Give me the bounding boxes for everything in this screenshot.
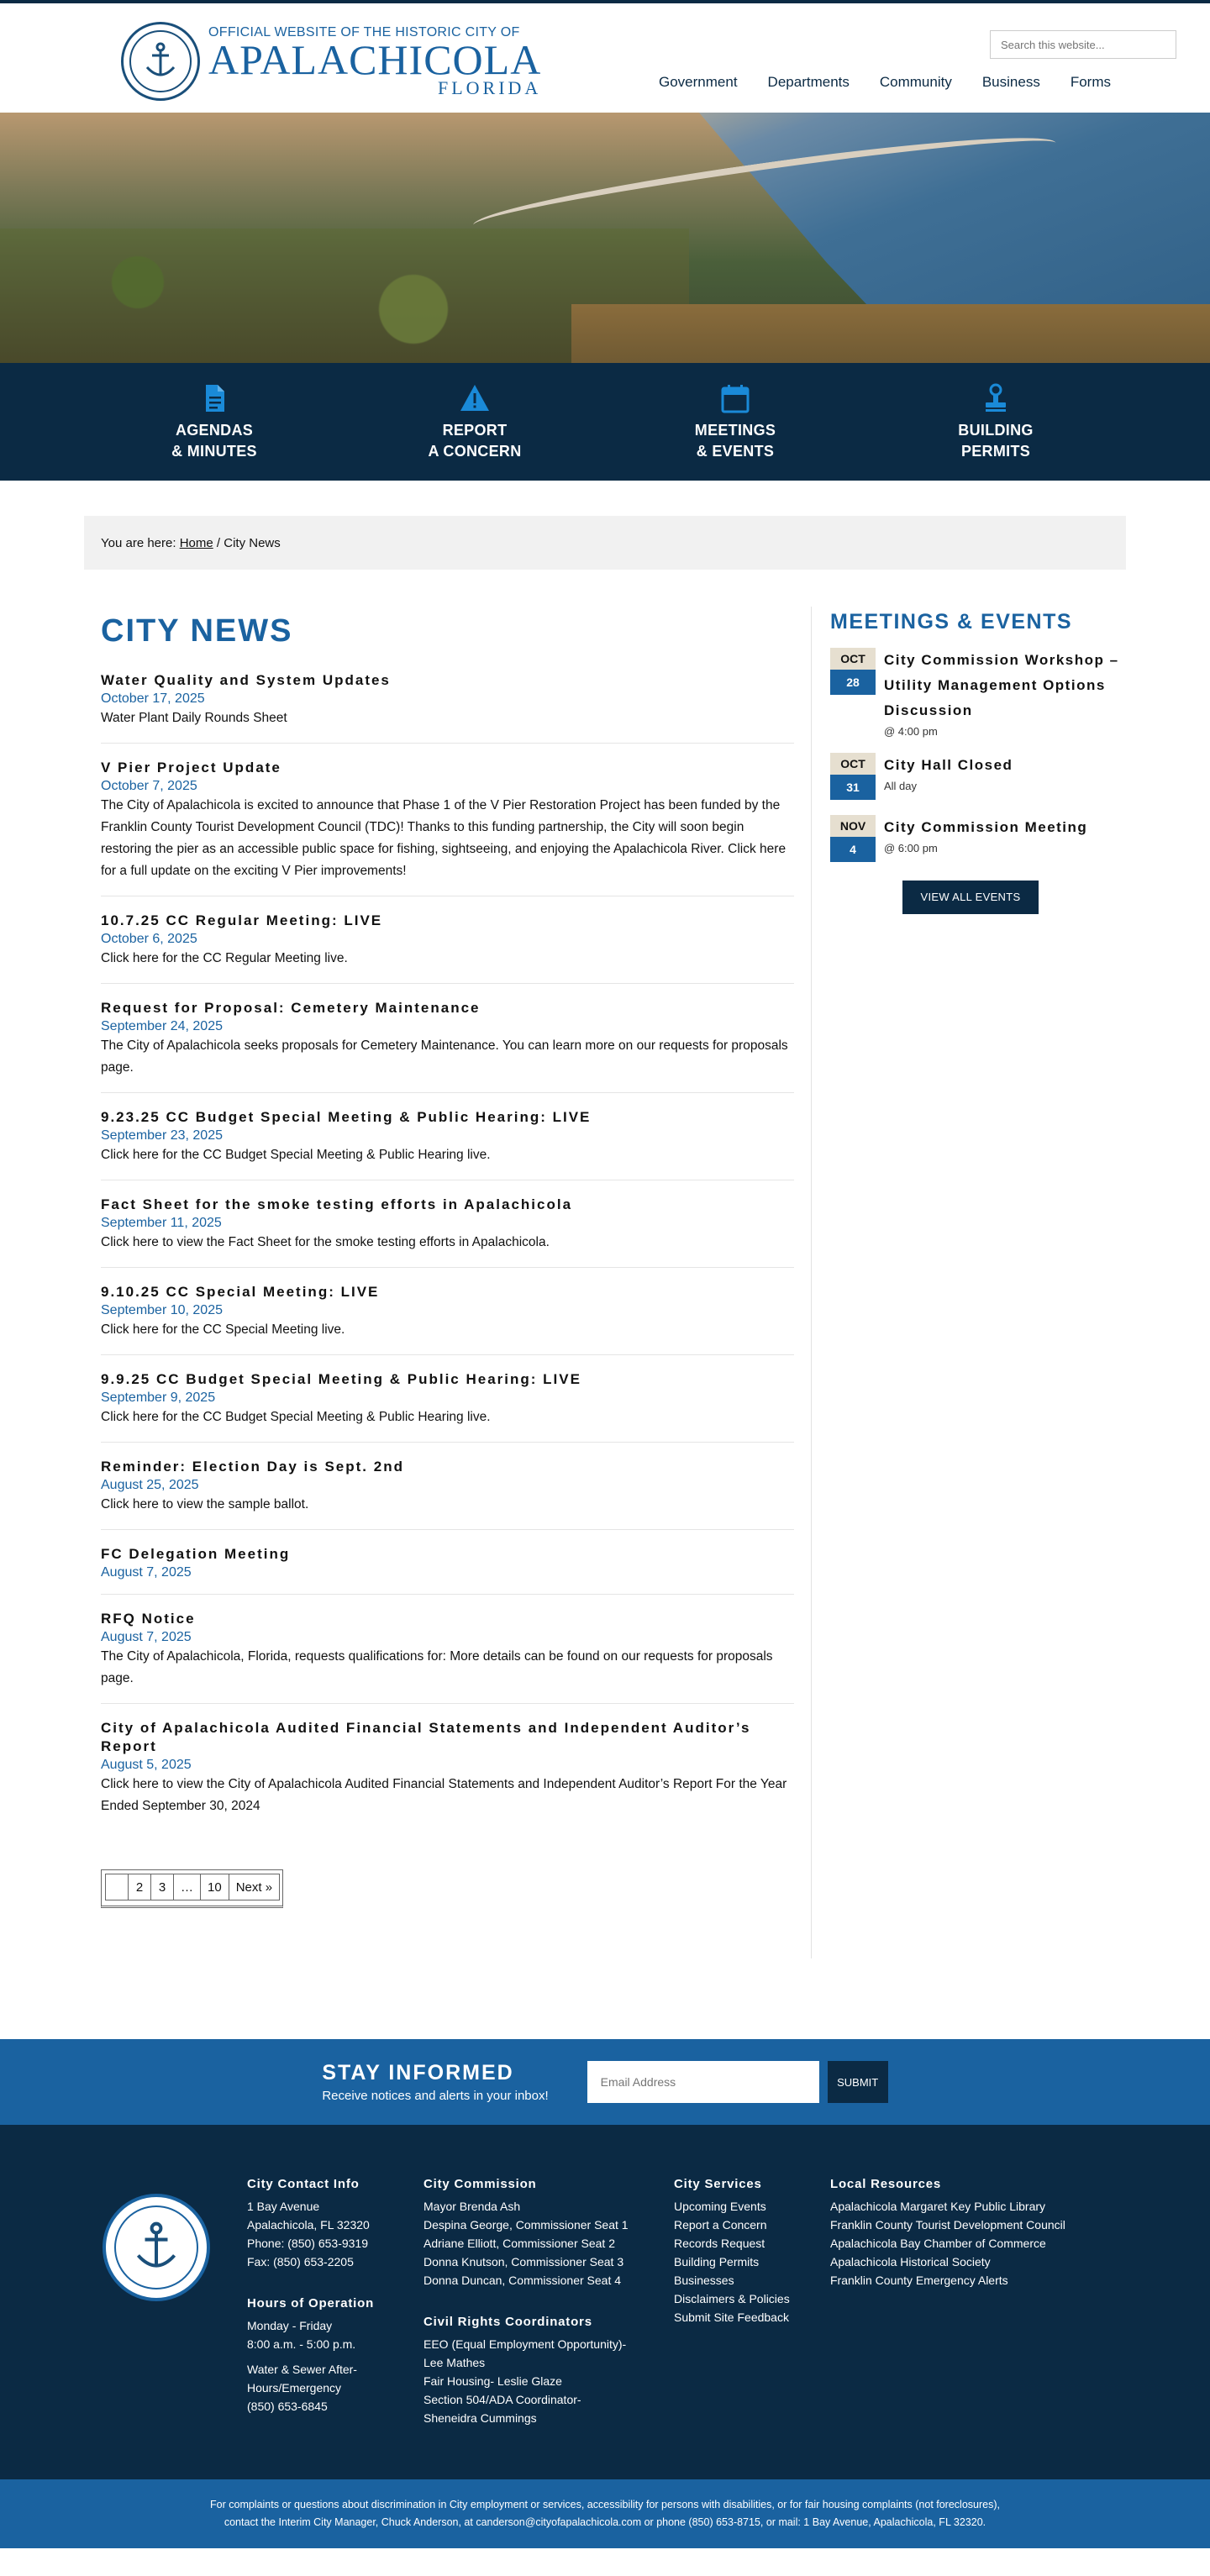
quick-link-report-concern[interactable] [345,363,605,481]
site-footer [0,2125,1210,2479]
page-ellipsis: … [173,1874,201,1900]
news-item [101,1704,794,1831]
page-1-current[interactable] [105,1874,129,1900]
news-item [101,744,794,896]
news-description[interactable]: The City of Apalachicola is excited to announce that Phase 1 of the V Pier Restoration Project has been funded by the Franklin County Tourist Development Council (TDC)! Thanks to this funding partnership, the City will soon begin restoring the pier as an accessible public space for fishing, sightseeing, and enjoying the Apalachicola River. Click here for a full update on the exciting V Pier improvements! [101,798,786,878]
news-date: August 5, 2025 [101,1758,192,1772]
footer-resources-column [830,2175,1065,2289]
news-title-link[interactable]: 9.9.25 CC Budget Special Meeting & Public Hearing: LIVE [101,1371,581,1387]
document-icon [197,381,231,415]
footer-link-historical-society[interactable]: Apalachicola Historical Society [830,2255,991,2268]
news-description[interactable]: Click here for the CC Budget Special Meeting & Public Hearing live. [101,1410,491,1424]
footer-commission-member: Donna Duncan, Commissioner Seat 4 [424,2274,622,2287]
footer-link-disclaimers[interactable]: Disclaimers & Policies [674,2292,790,2305]
nav-business[interactable]: Business [981,74,1040,90]
page-title-bold: NEWS [190,613,293,649]
footer-resources-heading: Local Resources [830,2177,942,2191]
stamp-icon [979,381,1013,415]
news-date: September 10, 2025 [101,1303,223,1317]
logo-state: FLORIDA [437,77,542,98]
news-title-link[interactable]: Water Quality and System Updates [101,672,391,688]
events-sidebar [812,607,1126,1958]
news-title-link[interactable]: 10.7.25 CC Regular Meeting: LIVE [101,912,383,928]
news-date: October 7, 2025 [101,779,197,793]
event-title-link[interactable]: City Hall Closed [884,757,1013,773]
news-title-link[interactable]: Fact Sheet for the smoke testing efforts in Apalachicola [101,1196,573,1212]
footer-link-tourist-council[interactable]: Franklin County Tourist Development Council [830,2218,1065,2232]
news-description[interactable]: Click here for the CC Regular Meeting live. [101,951,348,965]
event-title-link[interactable]: City Commission Meeting [884,819,1088,835]
stay-informed-title: STAY INFORMED [322,2061,514,2084]
footer-hours-heading: Hours of Operation [247,2296,375,2311]
event-item [830,753,1126,800]
breadcrumb-prefix: You are here: [101,535,176,550]
site-logo-text[interactable] [208,25,541,99]
news-description[interactable]: Click here for the CC Budget Special Meeting & Public Hearing live. [101,1148,491,1162]
news-date: October 6, 2025 [101,932,197,946]
nav-community[interactable]: Community [879,74,952,90]
footer-commission-heading: City Commission [424,2177,537,2191]
news-description[interactable]: The City of Apalachicola, Florida, requests qualifications for: More details can be found on our requests for proposals page. [101,1649,773,1685]
footer-commission-column [424,2175,629,2427]
footer-emergency-line: Water & Sewer After- [247,2363,357,2376]
quick-link-label: MEETINGS & EVENTS [694,422,776,460]
footer-services-column [674,2175,790,2326]
news-description[interactable]: Click here to view the sample ballot. [101,1497,309,1511]
quick-link-label: AGENDAS & MINUTES [171,422,257,460]
news-item [101,1093,794,1180]
footer-civil-rights-line: Section 504/ADA Coordinator- [424,2393,581,2406]
pagination [101,1869,283,1908]
footer-hours-line: 8:00 a.m. - 5:00 p.m. [247,2337,356,2351]
quick-link-label: BUILDING PERMITS [958,422,1034,460]
event-info [884,753,1013,800]
quick-link-label: REPORT A CONCERN [428,422,522,460]
main-nav [659,74,1111,91]
footer-commission-member: Donna Knutson, Commissioner Seat 3 [424,2255,624,2268]
news-date: August 7, 2025 [101,1565,192,1580]
news-description[interactable]: Click here to view the Fact Sheet for the smoke testing efforts in Apalachicola. [101,1235,550,1249]
logo-city-name: APALACHICOLA [208,36,542,83]
news-date: September 23, 2025 [101,1128,223,1143]
breadcrumb [84,516,1126,570]
stay-informed-text [322,2061,548,2103]
footer-notice [0,2479,1210,2548]
event-day: 4 [830,837,876,862]
site-search-input[interactable] [990,30,1176,59]
news-title-link[interactable]: Request for Proposal: Cemetery Maintenance [101,1000,481,1016]
news-content [84,607,812,1958]
email-address-input[interactable] [587,2061,819,2103]
footer-notice-line: contact the Interim City Manager, Chuck Anderson, at canderson@cityofapalachicola.com or phone (850) 653-8715, or mail: 1 Bay Avenue, Apalachicola, FL 32320. [224,2516,986,2528]
event-date-badge [830,753,876,800]
newsletter-submit-button[interactable]: SUBMIT [828,2061,888,2103]
quick-links-bar [0,363,1210,481]
anchor-icon [114,2205,198,2289]
main-area [84,607,1126,1958]
event-list [830,648,1126,862]
footer-contact-line: 1 Bay Avenue [247,2200,320,2213]
events-title-bold: & EVENTS [957,610,1073,633]
footer-contact-line: Apalachicola, FL 32320 [247,2218,370,2232]
footer-link-site-feedback[interactable]: Submit Site Feedback [674,2311,789,2324]
news-title-link[interactable]: RFQ Notice [101,1611,196,1627]
hero-marsh [571,304,1210,363]
news-description[interactable]: Click here to view the City of Apalachicola Audited Financial Statements and Independent Auditor’s Report For the Year Ended September 30, 2024 [101,1777,787,1813]
event-item [830,815,1126,862]
event-date-badge [830,815,876,862]
page-2-link[interactable]: 2 [128,1874,151,1900]
event-day: 28 [830,670,876,695]
event-item [830,648,1126,738]
news-date: September 24, 2025 [101,1019,223,1033]
event-month: NOV [830,815,876,837]
calendar-icon [718,381,752,415]
event-time: @ 4:00 pm [884,725,938,738]
footer-contact-fax: Fax: (850) 653-2205 [247,2255,354,2268]
stay-informed-banner [0,2039,1210,2125]
footer-civil-rights-heading: Civil Rights Coordinators [424,2315,592,2329]
event-time: @ 6:00 pm [884,842,938,854]
breadcrumb-home-link[interactable]: Home [179,535,213,550]
news-item [101,1268,794,1355]
footer-link-report-concern[interactable]: Report a Concern [674,2218,767,2232]
news-date: September 9, 2025 [101,1391,216,1405]
events-title [830,610,1126,634]
footer-city-seal [103,2194,210,2301]
news-date: August 7, 2025 [101,1630,192,1644]
news-title-link[interactable]: FC Delegation Meeting [101,1546,291,1562]
city-seal-logo[interactable] [121,22,200,101]
news-date: September 11, 2025 [101,1216,222,1230]
event-day: 31 [830,775,876,800]
quick-link-agendas[interactable] [84,363,345,481]
newsletter-form [587,2061,888,2103]
event-time: All day [884,780,918,792]
breadcrumb-current: City News [224,535,281,550]
footer-link-emergency-alerts[interactable]: Franklin County Emergency Alerts [830,2274,1008,2287]
news-item [101,668,794,744]
news-title-link[interactable]: Reminder: Election Day is Sept. 2nd [101,1459,404,1475]
news-list [101,668,794,1831]
footer-services-heading: City Services [674,2177,762,2191]
footer-link-upcoming-events[interactable]: Upcoming Events [674,2200,766,2213]
footer-link-businesses[interactable]: Businesses [674,2274,734,2287]
footer-contact-column [247,2175,374,2416]
news-item [101,1530,794,1595]
view-all-events-button[interactable]: VIEW ALL EVENTS [902,881,1039,914]
news-title-link[interactable]: V Pier Project Update [101,760,281,775]
footer-civil-rights-line: EEO (Equal Employment Opportunity)- [424,2337,627,2351]
footer-commission-member: Adriane Elliott, Commissioner Seat 2 [424,2237,615,2250]
page-10-link[interactable]: 10 [200,1874,229,1900]
footer-civil-rights-line: Lee Mathes [424,2356,486,2369]
event-date-badge [830,648,876,738]
footer-emergency-phone[interactable]: (850) 653-6845 [247,2400,328,2413]
footer-civil-rights-line: Fair Housing- Leslie Glaze [424,2374,562,2388]
event-title-link[interactable]: City Commission Workshop – Utility Management Options Discussion [884,652,1119,718]
footer-notice-line: For complaints or questions about discrimination in City employment or services, accessibility for persons with disabilities, or for fair housing complaints (not foreclosures), [210,2499,1000,2510]
news-title-link[interactable]: City of Apalachicola Audited Financial Statements and Independent Auditor’s Report [101,1720,751,1754]
news-item [101,1595,794,1704]
quick-link-building-permits[interactable] [865,363,1126,481]
next-page-link[interactable]: Next » [229,1874,280,1900]
anchor-icon [129,30,192,92]
footer-emergency-line: Hours/Emergency [247,2381,342,2395]
footer-link-chamber[interactable]: Apalachicola Bay Chamber of Commerce [830,2237,1046,2250]
nav-government[interactable]: Government [659,74,738,90]
nav-departments[interactable]: Departments [767,74,850,90]
footer-link-library[interactable]: Apalachicola Margaret Key Public Library [830,2200,1046,2213]
footer-link-records-request[interactable]: Records Request [674,2237,765,2250]
news-item [101,896,794,984]
breadcrumb-separator: / [216,535,221,550]
footer-commission-member: Mayor Brenda Ash [424,2200,521,2213]
event-info [884,815,1087,862]
logo-kicker: OFFICIAL WEBSITE OF THE HISTORIC CITY OF [208,25,520,39]
footer-contact-phone[interactable]: Phone: (850) 653-9319 [247,2237,368,2250]
page-3-link[interactable]: 3 [150,1874,174,1900]
footer-commission-member: Despina George, Commissioner Seat 1 [424,2218,629,2232]
hero-aerial-image [0,113,1210,363]
nav-forms[interactable]: Forms [1070,74,1111,90]
news-item [101,1443,794,1530]
news-title-link[interactable]: 9.23.25 CC Budget Special Meeting & Public Hearing: LIVE [101,1109,592,1125]
footer-civil-rights-line: Sheneidra Cummings [424,2411,537,2425]
news-date: August 25, 2025 [101,1478,199,1492]
stay-informed-subtitle: Receive notices and alerts in your inbox! [322,2089,549,2103]
news-description[interactable]: Water Plant Daily Rounds Sheet [101,711,287,725]
news-item [101,1180,794,1268]
news-title-link[interactable]: 9.10.25 CC Special Meeting: LIVE [101,1284,380,1300]
events-title-light: MEETINGS [830,610,950,633]
event-month: OCT [830,753,876,775]
news-description[interactable]: Click here for the CC Special Meeting live. [101,1322,345,1337]
event-month: OCT [830,648,876,670]
warning-icon [458,381,492,415]
footer-link-building-permits[interactable]: Building Permits [674,2255,760,2268]
news-item [101,1355,794,1443]
news-description[interactable]: The City of Apalachicola seeks proposals for Cemetery Maintenance. You can learn more on our requests for proposals page. [101,1038,788,1075]
news-item [101,984,794,1093]
site-header [0,3,1210,113]
page-title-light: CITY [101,613,180,649]
event-info [884,648,1126,738]
footer-hours-line: Monday - Friday [247,2319,333,2332]
quick-link-meetings[interactable] [605,363,865,481]
page-title [101,613,794,649]
news-date: October 17, 2025 [101,691,205,706]
footer-contact-heading: City Contact Info [247,2177,360,2191]
